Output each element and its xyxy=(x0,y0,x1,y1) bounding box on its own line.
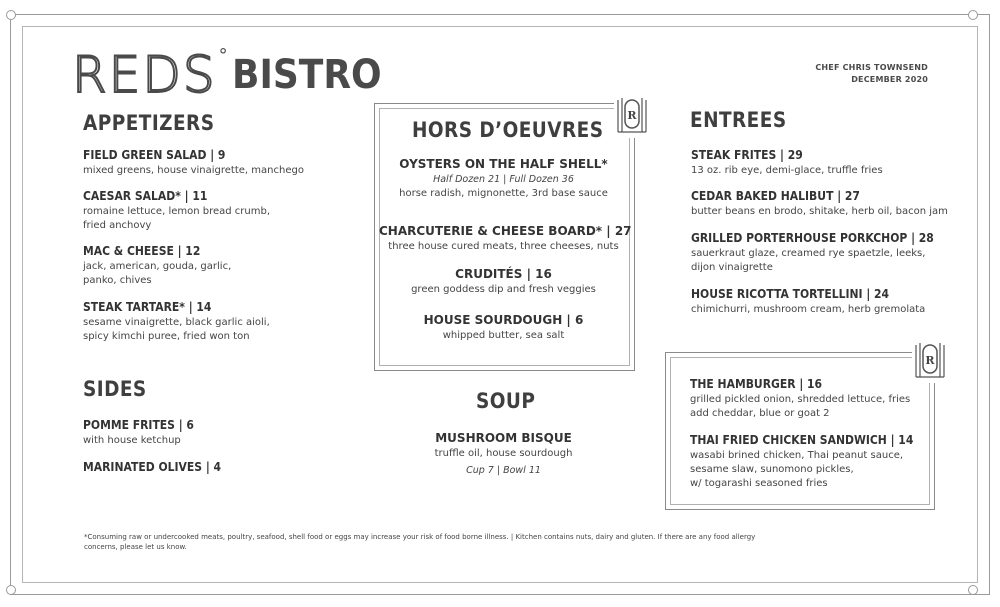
item-name: HOUSE SOURDOUGH | 6 xyxy=(423,313,584,327)
menu-item xyxy=(83,189,270,233)
menu-item xyxy=(691,148,883,178)
logo-reds: REDS xyxy=(72,46,217,104)
item-desc: whipped butter, sea salt xyxy=(442,330,565,341)
item-name: CRUDITÉS | 16 xyxy=(455,267,552,281)
menu-item xyxy=(379,267,628,297)
menu-item xyxy=(691,231,961,275)
corner-ornament xyxy=(968,585,978,595)
menu-item xyxy=(690,377,910,421)
r-emblem-icon xyxy=(912,337,948,383)
item-desc: with house ketchup xyxy=(83,435,181,446)
item-price: Cup 7 | Bowl 11 xyxy=(466,465,541,476)
menu-date: DECEMBER 2020 xyxy=(851,75,928,84)
menu-item xyxy=(691,189,948,219)
menu-item xyxy=(83,300,270,344)
item-desc: green goddess dip and fresh veggies xyxy=(411,284,596,295)
r-emblem-icon xyxy=(614,92,650,138)
item-name: CAESAR SALAD* | 11 xyxy=(83,189,208,203)
sides-heading: SIDES xyxy=(83,377,147,401)
menu-item xyxy=(379,224,632,254)
footer-disclaimer: *Consuming raw or undercooked meats, poultry, seafood, shell food or eggs may increase your risk of food borne illness. | Kitchen contains nuts, dairy and gluten. If there are any food allergy concerns, please let us know. xyxy=(84,533,756,551)
appetizers-heading: APPETIZERS xyxy=(83,111,215,135)
logo-bistro: BISTRO xyxy=(231,52,382,98)
item-name: HOUSE RICOTTA TORTELLINI | 24 xyxy=(691,287,890,301)
menu-item xyxy=(379,313,628,343)
menu-item xyxy=(691,287,925,317)
corner-ornament xyxy=(6,10,16,20)
item-name: THE HAMBURGER | 16 xyxy=(690,377,823,391)
menu-item xyxy=(83,244,231,288)
item-name: THAI FRIED CHICKEN SANDWICH | 14 xyxy=(690,433,914,447)
menu-item xyxy=(379,431,628,476)
item-desc: grilled pickled onion, shredded lettuce, fries add cheddar, blue or goat 2 xyxy=(690,394,911,419)
menu-item xyxy=(83,418,206,448)
item-name: MARINATED OLIVES | 4 xyxy=(83,460,222,474)
reds-bistro-logo xyxy=(72,45,398,104)
item-name: POMME FRITES | 6 xyxy=(83,418,194,432)
item-desc: chimichurri, mushroom cream, herb gremolata xyxy=(691,304,926,315)
item-desc: three house cured meats, three cheeses, nuts xyxy=(388,241,619,252)
item-name: MAC & CHEESE | 12 xyxy=(83,244,201,258)
hors-doeuvres-heading: HORS D’OEUVRES xyxy=(412,118,604,142)
item-desc: jack, american, gouda, garlic, panko, chives xyxy=(83,261,232,286)
item-name: GRILLED PORTERHOUSE PORKCHOP | 28 xyxy=(691,231,934,245)
chef-name: CHEF CHRIS TOWNSEND xyxy=(815,63,928,72)
item-desc: butter beans en brodo, shitake, herb oil, bacon jam xyxy=(691,206,948,217)
logo-degree: ° xyxy=(218,45,228,66)
item-desc: sauerkraut glaze, creamed rye spaetzle, leeks, dijon vinaigrette xyxy=(691,248,926,273)
emblem-letter: R xyxy=(925,354,935,367)
corner-ornament xyxy=(968,10,978,20)
item-name: OYSTERS ON THE HALF SHELL* xyxy=(399,157,608,171)
item-desc: 13 oz. rib eye, demi-glace, truffle fries xyxy=(691,165,883,176)
entrees-heading: ENTREES xyxy=(690,108,787,132)
item-desc: romaine lettuce, lemon bread crumb, fried anchovy xyxy=(83,206,271,231)
item-price: Half Dozen 21 | Full Dozen 36 xyxy=(433,174,574,185)
menu-item xyxy=(83,148,304,178)
item-desc: wasabi brined chicken, Thai peanut sauce, sesame slaw, sunomono pickles, w/ togarashi seasoned fries xyxy=(690,450,904,489)
item-name: STEAK TARTARE* | 14 xyxy=(83,300,212,314)
item-name: MUSHROOM BISQUE xyxy=(435,431,572,445)
item-name: STEAK FRITES | 29 xyxy=(691,148,803,162)
item-name: FIELD GREEN SALAD | 9 xyxy=(83,148,226,162)
soup-heading: SOUP xyxy=(476,389,536,413)
menu-item xyxy=(690,433,938,491)
item-desc: sesame vinaigrette, black garlic aioli, spicy kimchi puree, fried won ton xyxy=(83,317,270,342)
chef-info xyxy=(815,62,928,86)
menu-item xyxy=(379,157,628,201)
item-name: CHARCUTERIE & CHEESE BOARD* | 27 xyxy=(379,224,632,238)
item-desc: horse radish, mignonette, 3rd base sauce xyxy=(399,188,608,199)
menu-item xyxy=(83,460,236,474)
item-desc: mixed greens, house vinaigrette, manchego xyxy=(83,165,304,176)
item-desc: truffle oil, house sourdough xyxy=(434,448,573,459)
item-name: CEDAR BAKED HALIBUT | 27 xyxy=(691,189,860,203)
emblem-letter: R xyxy=(627,109,637,122)
corner-ornament xyxy=(6,585,16,595)
